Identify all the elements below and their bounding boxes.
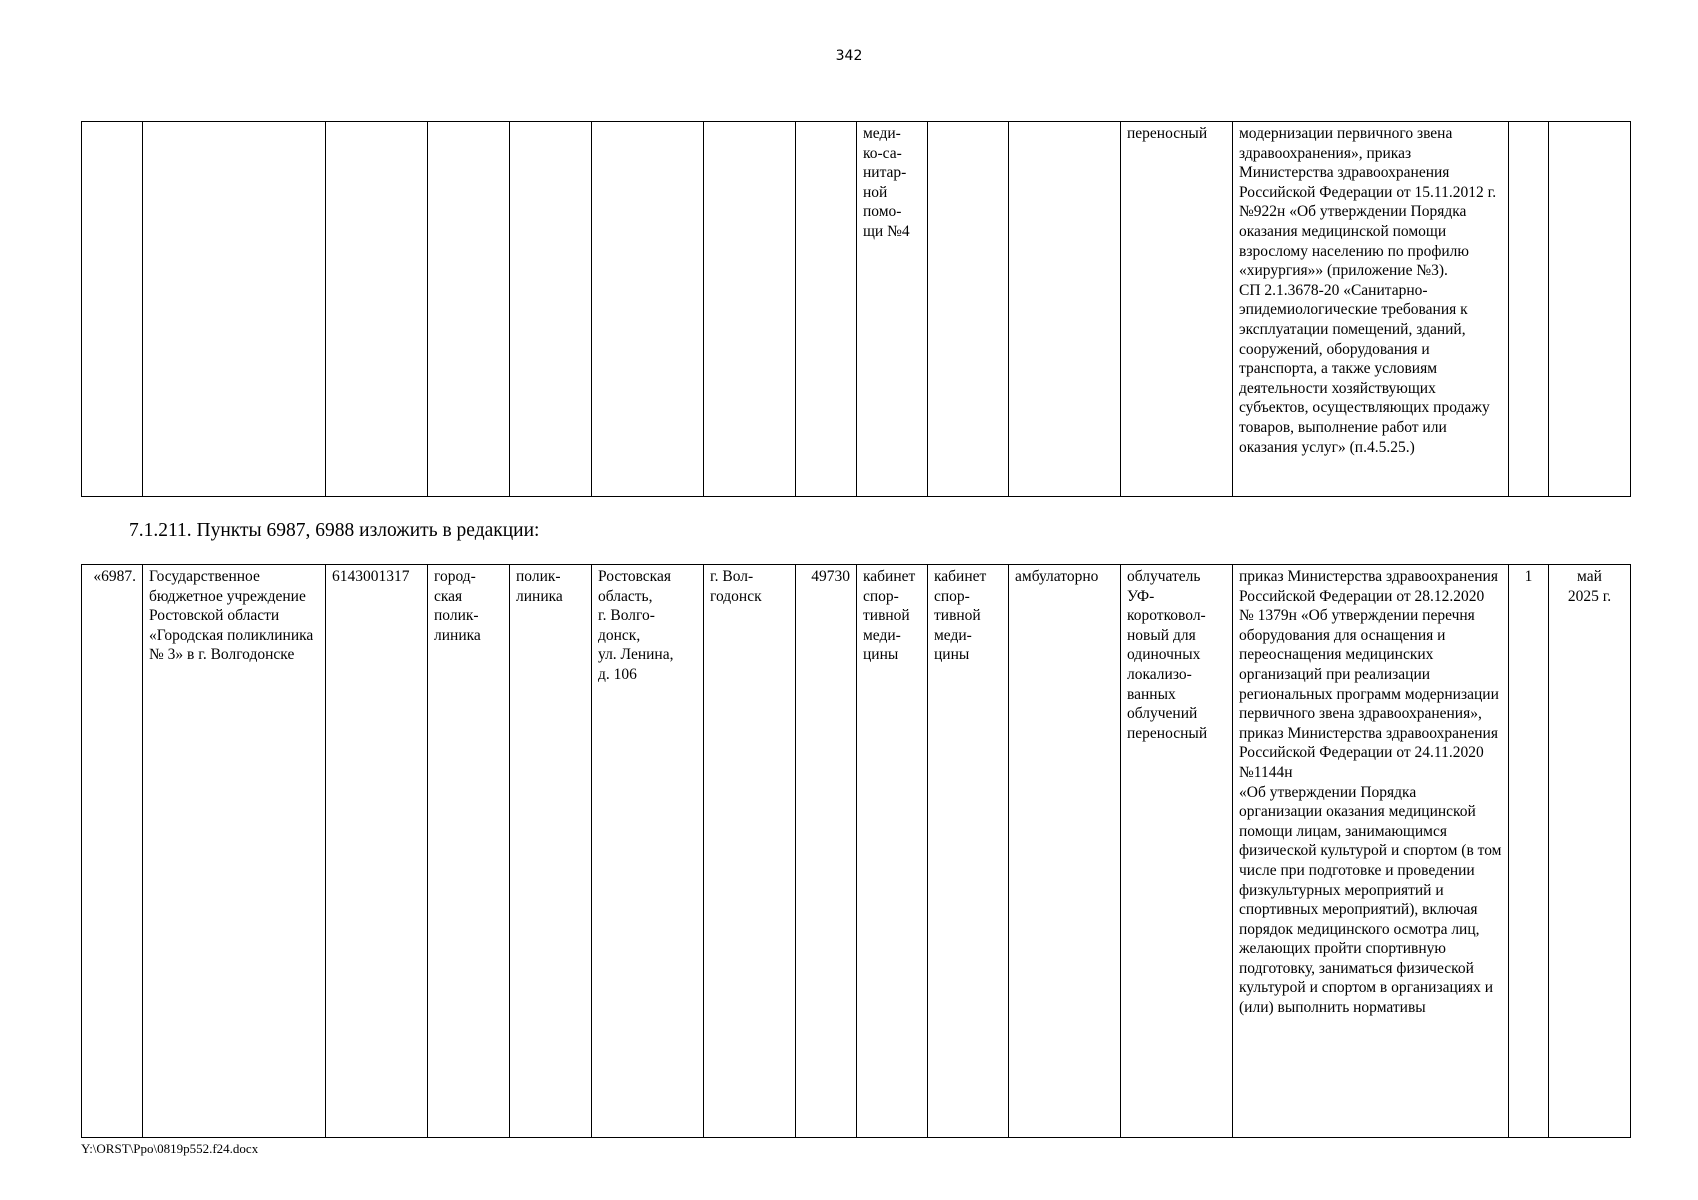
cell-legal-basis: модернизации первичного звена здравоохранения», приказ Министерства здравоохранения Российской Федерации от 15.11.2012 г. №922н «Об утверждении Порядка оказания медицинской помощи взрослому населению по профилю «хирургия»» (приложение №3). СП 2.1.3678-20 «Санитарно-эпидемиологические требования к эксплуатации помещений, зданий, сооружений, оборудования и транспорта, а также условиям деятельности хозяйствующих субъектов, осуществляющих продажу товаров, выполнение работ или оказания услуг» (п.4.5.25.) <box>1233 122 1509 497</box>
cell-room-type <box>928 122 1009 497</box>
continued-table <box>81 121 1631 497</box>
cell-organization: Государственное бюджетное учреждение Ростовской области «Городская поликлиника № 3» в г. Волгодонске <box>143 565 326 1138</box>
cell-care-form: амбулаторно <box>1009 565 1121 1138</box>
cell-city <box>704 122 796 497</box>
cell-room: кабинет спор- тивной меди- цины <box>857 565 928 1138</box>
cell-room: меди- ко-са- нитар- ной помо- щи №4 <box>857 122 928 497</box>
cell-quantity <box>1509 122 1549 497</box>
cell-address <box>592 122 704 497</box>
cell-city: г. Вол- годонск <box>704 565 796 1138</box>
page-number: 342 <box>835 48 863 64</box>
cell-equipment: переносный <box>1121 122 1233 497</box>
cell-address: Ростовская область, г. Волго- донск, ул. Ленина, д. 106 <box>592 565 704 1138</box>
cell-equipment: облучатель УФ- коротковол- новый для одиночных локализо- ванных облучений переносный <box>1121 565 1233 1138</box>
footer-file-path: Y:\ORST\Ppo\0819p552.f24.docx <box>81 1141 259 1156</box>
cell-org-type <box>428 122 510 497</box>
cell-legal-basis: приказ Министерства здравоохранения Российской Федерации от 28.12.2020 № 1379н «Об утверждении перечня оборудования для оснащения и переоснащения медицинских организаций при реализации региональных программ модернизации первичного звена здравоохранения», приказ Министерства здравоохранения Российской Федерации от 24.11.2020 №1144н «Об утверждении Порядка организации оказания медицинской помощи лицам, занимающимся физической культурой и спортом (в том числе при подготовке и проведении физкультурных мероприятий и спортивных мероприятий), включая порядок медицинского осмотра лиц, желающих пройти спортивную подготовку, заниматься физической культурой и спортом в организациях и (или) выполнить нормативы <box>1233 565 1509 1138</box>
table-row <box>82 122 1631 497</box>
cell-inn: 6143001317 <box>326 565 428 1138</box>
cell-room-type: кабинет спор- тивной меди- цины <box>928 565 1009 1138</box>
table-row <box>82 565 1631 1138</box>
cell-inn <box>326 122 428 497</box>
cell-quantity: 1 <box>1509 565 1549 1138</box>
cell-deadline <box>1549 122 1631 497</box>
cell-number <box>82 122 143 497</box>
amended-table <box>81 564 1631 1138</box>
cell-code <box>796 122 857 497</box>
amendment-heading: 7.1.211. Пункты 6987, 6988 изложить в редакции: <box>129 520 540 541</box>
cell-code: 49730 <box>796 565 857 1138</box>
cell-deadline: май 2025 г. <box>1549 565 1631 1138</box>
cell-org-type: город- ская полик- линика <box>428 565 510 1138</box>
cell-organization <box>143 122 326 497</box>
cell-number: «6987. <box>82 565 143 1138</box>
cell-division: полик- линика <box>510 565 592 1138</box>
cell-care-form <box>1009 122 1121 497</box>
cell-division <box>510 122 592 497</box>
